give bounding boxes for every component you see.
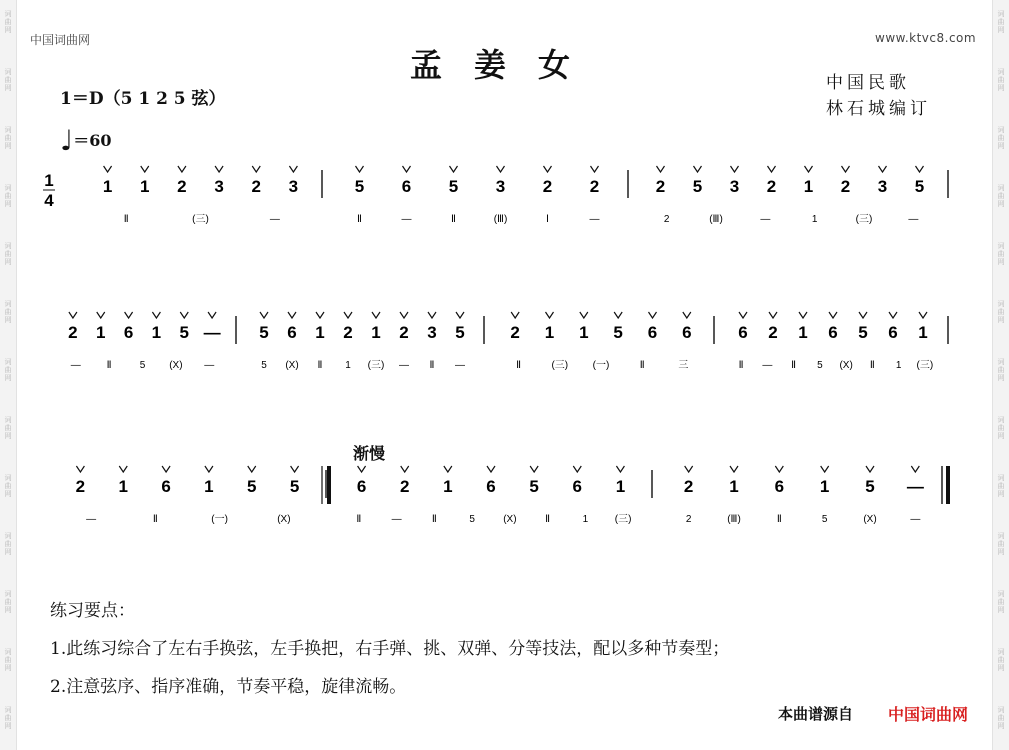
bowing-mark xyxy=(428,312,436,318)
score-note: 2 xyxy=(399,477,410,496)
fingering-mark: Ⅱ xyxy=(123,214,129,225)
bowing-mark xyxy=(768,166,776,172)
score-note: 5 xyxy=(247,477,257,496)
bowing-mark xyxy=(358,466,366,472)
score-note: 1 xyxy=(798,323,808,342)
watermark-text: 词 曲 网 xyxy=(997,590,1005,614)
watermark-text: 词 曲 网 xyxy=(997,184,1005,208)
bowing-mark xyxy=(215,166,223,172)
bowing-mark xyxy=(248,466,256,472)
bowing-mark xyxy=(530,466,538,472)
score-note: 1 xyxy=(443,477,453,496)
fingering-mark: Ⅱ xyxy=(106,360,112,371)
bowing-mark xyxy=(866,466,874,472)
score-note: 2 xyxy=(399,323,409,342)
practice-point-1: 1.此练习综合了左右手换弦，左手换把，右手弹、挑、双弹、分等技法，配以多种节奏型； xyxy=(50,639,730,659)
bowing-mark xyxy=(76,466,84,472)
watermark-text: 词 曲 网 xyxy=(4,300,12,324)
score-note: 1 xyxy=(918,323,928,342)
bowing-mark xyxy=(289,166,297,172)
watermark-text: 词 曲 网 xyxy=(4,474,12,498)
fingering-mark: Ⅱ xyxy=(357,214,362,225)
score-note: 2 xyxy=(177,177,187,196)
bowing-mark xyxy=(616,466,624,472)
bowing-mark xyxy=(178,166,186,172)
fingering-mark: 2 xyxy=(663,214,670,225)
fingering-mark: (三) xyxy=(192,214,209,225)
score-note: 2 xyxy=(68,323,78,342)
score-note: 5 xyxy=(455,323,465,342)
score-note: 6 xyxy=(647,323,658,342)
score-note: 3 xyxy=(288,177,299,196)
bowing-mark xyxy=(739,312,747,318)
fingering-mark: 1 xyxy=(811,214,818,225)
fingering-mark: — xyxy=(86,514,97,525)
score-note: 5 xyxy=(179,323,189,342)
fingering-mark: Ⅱ xyxy=(152,514,158,525)
fingering-mark: (Ⅲ) xyxy=(709,214,723,225)
score-note: 5 xyxy=(692,177,703,196)
watermark-text: 词 曲 网 xyxy=(997,126,1005,150)
score-note: 2 xyxy=(840,177,851,196)
score-note: 6 xyxy=(356,477,367,496)
bowing-mark xyxy=(400,312,408,318)
bowing-mark xyxy=(731,166,739,172)
bowing-mark xyxy=(403,166,411,172)
score-note: 2 xyxy=(510,323,520,342)
score-note: 6 xyxy=(828,323,838,342)
score-note: 1 xyxy=(140,177,150,196)
bowing-mark xyxy=(580,312,588,318)
score-note: 6 xyxy=(401,177,412,196)
bowing-mark xyxy=(842,166,850,172)
bowing-mark xyxy=(511,312,519,318)
fingering-mark: Ⅱ xyxy=(791,360,797,371)
fingering-mark: Ⅱ xyxy=(639,360,645,371)
key-signature: 1＝D（5 1 2 5 弦） xyxy=(60,89,226,109)
score-note: 6 xyxy=(572,477,583,496)
score-note: 6 xyxy=(486,477,496,496)
bowing-mark xyxy=(859,312,867,318)
bowing-mark xyxy=(799,312,807,318)
bowing-mark xyxy=(260,312,268,318)
bowing-mark xyxy=(119,466,127,472)
watermark-text: 词 曲 网 xyxy=(997,474,1005,498)
watermark-text: 词 曲 网 xyxy=(997,358,1005,382)
fingering-mark: Ⅱ xyxy=(776,514,782,525)
score-note: 5 xyxy=(448,177,459,196)
score-note: 3 xyxy=(214,177,224,196)
practice-heading: 练习要点： xyxy=(50,601,135,621)
fingering-mark: 5 xyxy=(261,360,267,371)
time-signature-bottom: 4 xyxy=(44,191,54,210)
ritardando-marking: 渐慢 xyxy=(353,444,386,463)
fingering-mark: — xyxy=(401,214,412,225)
score-note: 5 xyxy=(914,177,925,196)
fingering-mark: — xyxy=(455,360,465,371)
fingering-mark: Ⅱ xyxy=(431,514,437,525)
bowing-mark xyxy=(821,466,829,472)
fingering-mark: — xyxy=(399,360,409,371)
score-note: 5 xyxy=(858,323,868,342)
bowing-mark xyxy=(544,166,552,172)
score-note: 6 xyxy=(888,323,898,342)
bowing-mark xyxy=(614,312,622,318)
score-note: 2 xyxy=(683,477,694,496)
bowing-mark xyxy=(444,466,452,472)
bowing-mark xyxy=(104,166,112,172)
bowing-mark xyxy=(288,312,296,318)
fingering-mark: (三) xyxy=(551,360,569,371)
fingering-mark: (三) xyxy=(916,360,934,371)
watermark-text: 词 曲 网 xyxy=(4,242,12,266)
time-signature-top: 1 xyxy=(44,171,54,190)
fingering-mark: Ⅰ xyxy=(546,214,549,225)
bowing-mark xyxy=(889,312,897,318)
fingering-mark: Ⅱ xyxy=(356,514,362,525)
watermark-text: 词 曲 网 xyxy=(4,184,12,208)
fingering-mark: (X) xyxy=(277,514,291,525)
fingering-mark: (X) xyxy=(839,360,853,371)
fingering-mark: 5 xyxy=(139,360,146,371)
quarter-note-icon: ♩ xyxy=(60,124,74,157)
watermark-text: 词 曲 网 xyxy=(4,706,12,730)
bowing-mark xyxy=(919,312,927,318)
fingering-mark: (一) xyxy=(211,514,228,525)
score-note: 1 xyxy=(803,177,814,196)
fingering-mark: (Ⅲ) xyxy=(727,514,741,525)
score-note: 6 xyxy=(738,323,748,342)
bowing-mark xyxy=(829,312,837,318)
score-note: 1 xyxy=(102,177,113,196)
fingering-mark: (一) xyxy=(592,360,610,371)
bowing-mark xyxy=(356,166,364,172)
fingering-mark: 1 xyxy=(895,360,902,371)
bowing-mark xyxy=(252,166,260,172)
bowing-mark xyxy=(769,312,777,318)
bowing-mark xyxy=(152,312,160,318)
watermark-text: 词 曲 网 xyxy=(997,532,1005,556)
bowing-mark xyxy=(657,166,665,172)
bowing-mark xyxy=(497,166,505,172)
bowing-mark xyxy=(162,466,170,472)
fingering-mark: — xyxy=(589,214,600,225)
fingering-mark: — xyxy=(760,214,771,225)
watermark-text: 词 曲 网 xyxy=(4,68,12,92)
source-site-link[interactable]: 中国词曲网 xyxy=(888,705,969,724)
bowing-mark xyxy=(125,312,133,318)
bowing-mark xyxy=(916,166,924,172)
score-note: 6 xyxy=(123,323,134,342)
fingering-mark: 5 xyxy=(817,360,823,371)
score-note: 2 xyxy=(655,177,666,196)
bowing-mark xyxy=(372,312,380,318)
fingering-mark: Ⅱ xyxy=(869,360,875,371)
fingering-mark: (Ⅲ) xyxy=(493,214,508,225)
fingering-mark: — xyxy=(910,514,921,525)
fingering-mark: Ⅱ xyxy=(317,360,323,371)
score-note: 6 xyxy=(774,477,785,496)
score-note: 1 xyxy=(96,323,106,342)
bowing-mark xyxy=(291,466,299,472)
source-label: 本曲谱源自 xyxy=(778,705,854,723)
fingering-mark: 三 xyxy=(678,360,689,371)
bowing-mark xyxy=(911,466,919,472)
watermark-text: 词 曲 网 xyxy=(997,242,1005,266)
score-note: 2 xyxy=(589,177,600,196)
score-note: 5 xyxy=(354,177,365,196)
fingering-mark: Ⅱ xyxy=(738,360,744,371)
bowing-mark xyxy=(316,312,324,318)
score-note: 2 xyxy=(542,177,553,196)
practice-point-2: 2.注意弦序、指序准确，节奏平稳，旋律流畅。 xyxy=(50,677,407,697)
score-note: 1 xyxy=(615,477,626,496)
watermark-text: 词 曲 网 xyxy=(997,10,1005,34)
watermark-text: 词 曲 网 xyxy=(4,648,12,672)
bowing-mark xyxy=(401,466,409,472)
score-note: 6 xyxy=(161,477,171,496)
fingering-mark: — xyxy=(762,360,773,371)
watermark-text: 词 曲 网 xyxy=(997,648,1005,672)
fingering-mark: (X) xyxy=(503,514,517,525)
fingering-mark: Ⅱ xyxy=(429,360,435,371)
score-note: 1 xyxy=(729,477,739,496)
watermark-text: 词 曲 网 xyxy=(4,590,12,614)
fingering-mark: 2 xyxy=(685,514,692,525)
score-note: 6 xyxy=(682,323,692,342)
bowing-mark xyxy=(344,312,352,318)
fingering-mark: Ⅱ xyxy=(451,214,456,225)
score-note: 1 xyxy=(204,477,214,496)
fingering-mark: (三) xyxy=(855,214,873,225)
watermark-text: 词 曲 网 xyxy=(997,706,1005,730)
score-note: 3 xyxy=(427,323,437,342)
score-note: 5 xyxy=(289,477,300,496)
score-note: 1 xyxy=(315,323,325,342)
fingering-mark: (X) xyxy=(169,360,183,371)
score-note: 2 xyxy=(768,323,778,342)
bowing-mark xyxy=(683,312,691,318)
bowing-mark xyxy=(730,466,738,472)
fingering-mark: 1 xyxy=(345,360,351,371)
fingering-mark: — xyxy=(908,214,919,225)
watermark-text: 词 曲 网 xyxy=(997,300,1005,324)
watermark-text: 词 曲 网 xyxy=(4,126,12,150)
score-note: 1 xyxy=(544,323,555,342)
score-note: 5 xyxy=(613,323,623,342)
bowing-mark xyxy=(879,166,887,172)
fingering-mark: 5 xyxy=(821,514,828,525)
bowing-mark xyxy=(487,466,495,472)
score-note: 1 xyxy=(371,323,381,342)
score-note: 1 xyxy=(151,323,162,342)
fingering-mark: (X) xyxy=(863,514,877,525)
song-title: 孟姜女 xyxy=(410,46,603,84)
song-arranger: 林石城编订 xyxy=(826,99,931,119)
bowing-mark xyxy=(685,466,693,472)
score-note: — xyxy=(203,323,221,342)
bowing-mark xyxy=(69,312,77,318)
song-origin: 中国民歌 xyxy=(826,73,910,93)
bowing-mark xyxy=(180,312,188,318)
score-note: 5 xyxy=(529,477,539,496)
score-note: 3 xyxy=(729,177,740,196)
bowing-mark xyxy=(208,312,216,318)
bowing-mark xyxy=(450,166,458,172)
score-note: 6 xyxy=(287,323,297,342)
watermark-text: 词 曲 网 xyxy=(4,10,12,34)
score-note: — xyxy=(906,477,924,496)
bowing-mark xyxy=(456,312,464,318)
bowing-mark xyxy=(649,312,657,318)
watermark-text: 词 曲 网 xyxy=(997,68,1005,92)
score-note: 1 xyxy=(819,477,830,496)
bowing-mark xyxy=(97,312,105,318)
score-note: 2 xyxy=(251,177,261,196)
score-note: 2 xyxy=(75,477,86,496)
bowing-mark xyxy=(573,466,581,472)
score-note: 3 xyxy=(495,177,506,196)
bowing-mark xyxy=(546,312,554,318)
tempo-value: ＝60 xyxy=(73,131,112,150)
fingering-mark: (三) xyxy=(367,360,385,371)
score-note: 1 xyxy=(579,323,589,342)
bowing-mark xyxy=(205,466,213,472)
bowing-mark xyxy=(694,166,702,172)
fingering-mark: (X) xyxy=(285,360,299,371)
watermark-text: 词 曲 网 xyxy=(4,358,12,382)
watermark-text: 词 曲 网 xyxy=(4,416,12,440)
score-note: 2 xyxy=(343,323,353,342)
fingering-mark: Ⅱ xyxy=(516,360,522,371)
fingering-mark: — xyxy=(391,514,402,525)
score-note: 2 xyxy=(766,177,777,196)
watermark-text: 词 曲 网 xyxy=(4,532,12,556)
fingering-mark: (三) xyxy=(614,514,632,525)
score-note: 3 xyxy=(877,177,888,196)
fingering-mark: 5 xyxy=(469,514,475,525)
fingering-mark: 1 xyxy=(582,514,589,525)
bowing-mark xyxy=(805,166,813,172)
score-note: 5 xyxy=(259,323,269,342)
fingering-mark: — xyxy=(204,360,215,371)
bowing-mark xyxy=(591,166,599,172)
bowing-mark xyxy=(775,466,783,472)
site-name-header: 中国词曲网 xyxy=(30,33,91,47)
fingering-mark: Ⅱ xyxy=(545,514,551,525)
site-url-header: www.ktvc8.com xyxy=(875,31,977,45)
watermark-text: 词 曲 网 xyxy=(997,416,1005,440)
score-note: 1 xyxy=(118,477,128,496)
fingering-mark: — xyxy=(70,360,81,371)
fingering-mark: — xyxy=(269,214,280,225)
score-note: 5 xyxy=(865,477,875,496)
bowing-mark xyxy=(141,166,149,172)
